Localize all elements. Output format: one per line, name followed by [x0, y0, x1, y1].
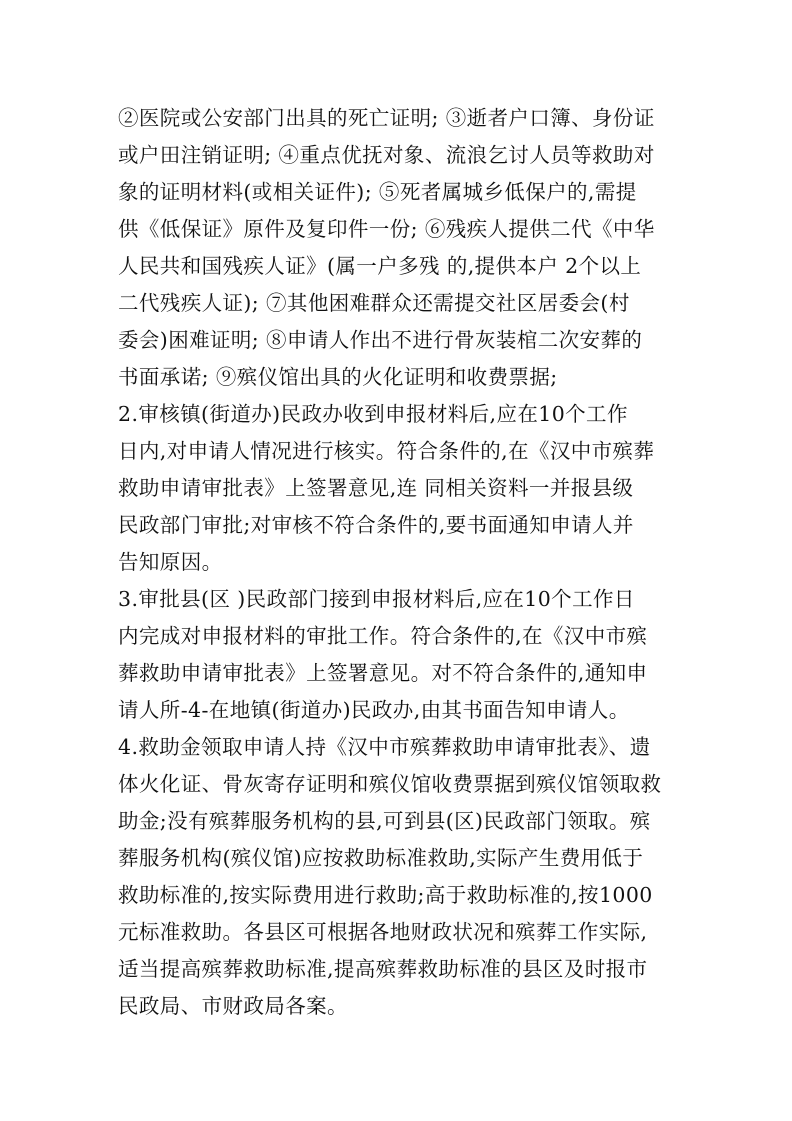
text-line: 告知原因。: [118, 550, 223, 574]
text-line: 内完成对申报材料的审批工作。符合条件的,在《汉中市殡: [118, 624, 648, 648]
text-line: 体火化证、骨灰寄存证明和殡仪馆收费票据到殡仪馆领取救: [118, 772, 662, 796]
text-line: 二代残疾人证); ⑦其他困难群众还需提交社区居委会(村: [118, 291, 630, 315]
text-line: 人民共和国残疾人证》(属一户多残 的,提供本户 2个以上: [118, 254, 642, 278]
text-line: 民政部门审批;对审核不符合条件的,要书面通知申请人并: [118, 513, 634, 537]
section-heading-3: 3.审批县(区 )民政部门接到申报材料后,应在10个工作日: [118, 587, 635, 611]
text-line: ②医院或公安部门出具的死亡证明; ③逝者户口簿、身份证: [118, 106, 655, 130]
text-line: 救助标准的,按实际费用进行救助;高于救助标准的,按1000: [118, 883, 653, 907]
text-line: 日内,对申请人情况进行核实。符合条件的,在《汉中市殡葬: [118, 439, 655, 463]
text-line: 救助申请审批表》上签署意见,连 同相关资料一并报县级: [118, 476, 634, 500]
text-line: 或户田注销证明; ④重点优抚对象、流浪乞讨人员等救助对: [118, 143, 655, 167]
section-heading-2: 2.审核镇(街道办)民政办收到申报材料后,应在10个工作: [118, 402, 628, 426]
text-line: 书面承诺; ⑨殡仪馆出具的火化证明和收费票据;: [118, 365, 558, 389]
text-line: 元标准救助。各县区可根据各地财政状况和殡葬工作实际,: [118, 920, 648, 944]
text-line: 助金;没有殡葬服务机构的县,可到县(区)民政部门领取。殡: [118, 809, 651, 833]
text-line: 葬救助申请审批表》上签署意见。对不符合条件的,通知申: [118, 661, 648, 685]
text-line: 葬服务机构(殡仪馆)应按救助标准救助,实际产生费用低于: [118, 846, 644, 870]
text-line: 请人所-4-在地镇(街道办)民政办,由其书面告知申请人。: [118, 698, 630, 722]
text-line: 民政局、市财政局各案。: [118, 994, 348, 1018]
text-line: 象的证明材料(或相关证件); ⑤死者属城乡低保户的,需提: [118, 180, 637, 204]
section-heading-4: 4.救助金领取申请人持《汉中市殡葬救助申请审批表》、遗: [118, 735, 651, 759]
text-line: 供《低保证》原件及复印件一份; ⑥残疾人提供二代《中华: [118, 217, 655, 241]
text-line: 委会)困难证明; ⑧申请人作出不进行骨灰装棺二次安葬的: [118, 328, 643, 352]
text-line: 适当提高殡葬救助标准,提高殡葬救助标准的县区及时报市: [118, 957, 648, 981]
